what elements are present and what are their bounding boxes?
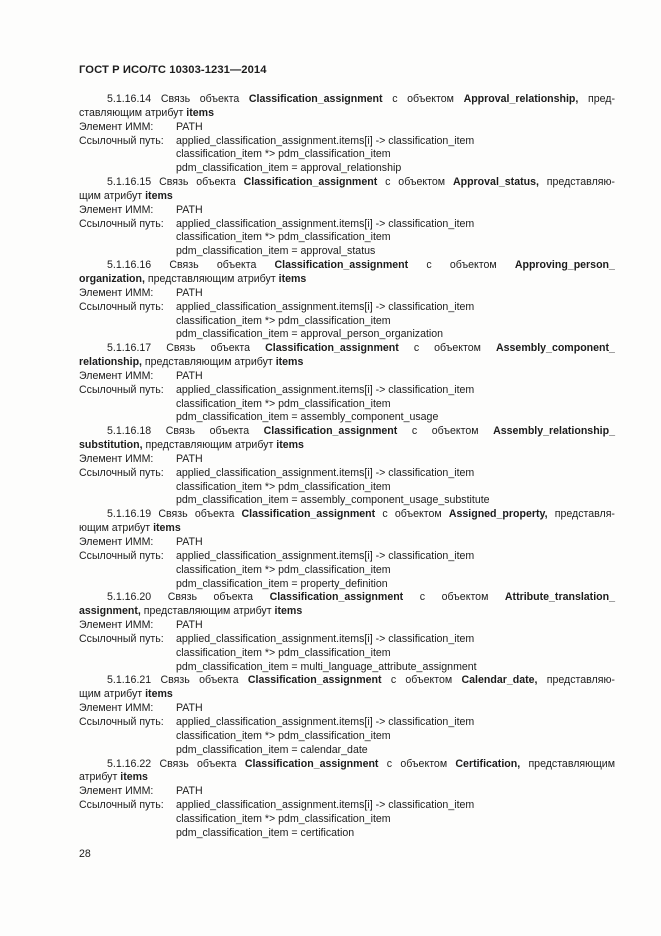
bold-term: Classification_assignment xyxy=(243,176,378,189)
clause-heading-continuation xyxy=(79,605,615,619)
bold-term: items xyxy=(275,356,304,369)
reference-path-line xyxy=(79,135,615,149)
element-label: Элемент ИММ: xyxy=(79,120,154,133)
reference-path-line xyxy=(79,730,615,744)
clause-entry xyxy=(79,591,615,674)
reference-path-label: Ссылочный путь: xyxy=(79,799,164,812)
element-label: Элемент ИММ: xyxy=(79,369,154,382)
text-segment: объектом xyxy=(431,425,479,438)
element-line xyxy=(79,370,615,384)
bold-term: items xyxy=(276,439,304,452)
reference-path-label: Ссылочный путь: xyxy=(79,300,164,313)
reference-path-label: Ссылочный путь: xyxy=(79,715,164,728)
text-segment: объекта xyxy=(216,259,257,272)
bold-term: Classification_assignment xyxy=(265,342,399,355)
text-segment: представляющим атрибут xyxy=(141,356,276,369)
bold-term: Attribute_translation_ xyxy=(504,591,615,604)
text-segment: объектом xyxy=(394,508,442,521)
text-segment: с xyxy=(392,93,398,105)
text-segment: объектом xyxy=(441,591,489,604)
text-segment: ставляющим атрибут xyxy=(79,106,187,119)
text-segment: Связь xyxy=(159,176,189,189)
clause-entry xyxy=(79,342,615,425)
text-segment: Связь xyxy=(158,508,188,521)
reference-path-label: Ссылочный путь: xyxy=(79,549,164,562)
text-segment: объектом xyxy=(398,176,446,189)
reference-path-line xyxy=(79,245,615,259)
bold-term: Classification_assignment xyxy=(244,757,379,770)
reference-path-value: classification_item *> pdm_classification_item xyxy=(176,812,391,825)
text-segment: Связь xyxy=(166,342,196,355)
clause-heading-continuation xyxy=(79,190,615,204)
reference-path-line xyxy=(79,411,615,425)
page-number: 28 xyxy=(79,848,91,860)
element-value: PATH xyxy=(176,203,203,216)
reference-path-value: classification_item *> pdm_classification_item xyxy=(176,148,391,161)
reference-path-line xyxy=(79,328,615,342)
text-segment: Связь xyxy=(165,425,196,438)
reference-path-line xyxy=(79,647,615,661)
text-segment: с xyxy=(385,176,391,189)
text-segment: объекта xyxy=(194,508,235,521)
bold-term: items xyxy=(186,106,214,119)
reference-path-value: applied_classification_assignment.items[i] -> classification_item xyxy=(176,715,475,728)
bold-term: Classification_assignment xyxy=(263,425,398,438)
clause-heading-line xyxy=(79,259,615,273)
clause-heading-line xyxy=(79,425,615,439)
text-segment: объектом xyxy=(400,757,448,770)
reference-path-line xyxy=(79,633,615,647)
text-segment: 5.1.16.22 xyxy=(107,757,152,770)
bold-term: Certification, xyxy=(455,757,521,770)
bold-term: items xyxy=(153,522,181,535)
text-segment: объекта xyxy=(209,425,250,438)
clause-heading-continuation xyxy=(79,356,615,370)
text-segment: представля- xyxy=(554,508,615,521)
text-segment: Связь xyxy=(159,757,189,770)
element-value: PATH xyxy=(176,702,203,715)
text-segment: объектом xyxy=(405,674,453,687)
clause-entry xyxy=(79,674,615,757)
reference-path-line xyxy=(79,218,615,232)
reference-path-value: applied_classification_assignment.items[i] -> classification_item xyxy=(176,799,475,812)
element-line xyxy=(79,785,615,799)
text-segment: объектом xyxy=(449,259,497,272)
element-label: Элемент ИММ: xyxy=(79,452,154,465)
bold-term: Approval_status, xyxy=(452,176,539,189)
element-label: Элемент ИММ: xyxy=(79,785,154,798)
reference-path-line xyxy=(79,398,615,412)
text-segment: представляю- xyxy=(546,674,615,687)
text-segment: Связь xyxy=(160,93,191,105)
clause-entry xyxy=(79,508,615,591)
element-value: PATH xyxy=(176,286,203,299)
reference-path-label: Ссылочный путь: xyxy=(79,632,164,645)
reference-path-value: pdm_classification_item = property_definition xyxy=(176,577,388,590)
text-segment: представляю- xyxy=(546,176,615,189)
reference-path-value: pdm_classification_item = assembly_component_usage xyxy=(176,411,439,424)
clause-heading-line xyxy=(79,508,615,522)
reference-path-line xyxy=(79,384,615,398)
element-value: PATH xyxy=(176,785,203,798)
reference-path-value: applied_classification_assignment.items[i] -> classification_item xyxy=(176,217,475,230)
reference-path-line xyxy=(79,578,615,592)
bold-term: items xyxy=(278,272,307,285)
clause-heading-continuation xyxy=(79,771,615,785)
reference-path-line xyxy=(79,162,615,176)
reference-path-line xyxy=(79,481,615,495)
element-line xyxy=(79,702,615,716)
text-segment: объекта xyxy=(213,591,254,604)
clause-heading-line xyxy=(79,758,615,772)
text-segment: щим атрибут xyxy=(79,688,146,701)
text-segment: объектом xyxy=(407,93,454,105)
text-segment: представляющим xyxy=(528,757,615,770)
reference-path-value: applied_classification_assignment.items[i] -> classification_item xyxy=(176,466,475,479)
text-segment: объекта xyxy=(197,757,237,770)
reference-path-value: classification_item *> pdm_classification_item xyxy=(176,563,391,576)
bold-term: items xyxy=(145,688,173,701)
text-segment: ющим атрибут xyxy=(79,522,154,535)
text-segment: с xyxy=(382,508,388,521)
bold-term: Assigned_property, xyxy=(448,508,548,521)
clause-heading-continuation xyxy=(79,688,615,702)
text-segment: Связь xyxy=(160,674,190,687)
clause-entry xyxy=(79,758,615,841)
text-segment: представляющим атрибут xyxy=(144,272,279,285)
reference-path-value: applied_classification_assignment.items[i] -> classification_item xyxy=(176,632,475,645)
reference-path-line xyxy=(79,550,615,564)
reference-path-value: pdm_classification_item = assembly_component_usage_substitute xyxy=(176,494,490,507)
reference-path-label: Ссылочный путь: xyxy=(79,217,164,230)
text-segment: объекта xyxy=(210,342,251,355)
reference-path-line xyxy=(79,315,615,329)
text-segment: 5.1.16.15 xyxy=(107,176,152,189)
clause-heading-continuation xyxy=(79,522,615,536)
element-line xyxy=(79,619,615,633)
element-label: Элемент ИММ: xyxy=(79,702,154,715)
clause-heading-line xyxy=(79,591,615,605)
element-value: PATH xyxy=(176,452,203,465)
element-value: PATH xyxy=(176,120,203,133)
text-segment: атрибут xyxy=(79,771,121,784)
reference-path-label: Ссылочный путь: xyxy=(79,383,164,396)
element-value: PATH xyxy=(176,369,203,382)
page-header: ГОСТ Р ИСО/ТС 10303-1231—2014 xyxy=(79,64,267,76)
bold-term: Classification_assignment xyxy=(247,674,382,687)
element-line xyxy=(79,121,615,135)
reference-path-line xyxy=(79,716,615,730)
text-segment: объекта xyxy=(199,93,240,105)
bold-term: Approval_relationship, xyxy=(463,93,579,105)
text-segment: щим атрибут xyxy=(79,189,146,202)
element-label: Элемент ИММ: xyxy=(79,203,154,216)
bold-term: items xyxy=(145,189,173,202)
element-label: Элемент ИММ: xyxy=(79,619,154,632)
reference-path-line xyxy=(79,564,615,578)
bold-term: Calendar_date, xyxy=(461,674,538,687)
bold-term: assignment, xyxy=(79,605,141,618)
bold-term: Classification_assignment xyxy=(269,591,404,604)
text-segment: представляющим атрибут xyxy=(140,605,275,618)
reference-path-value: pdm_classification_item = approval_status xyxy=(176,245,376,258)
reference-path-value: applied_classification_assignment.items[i] -> classification_item xyxy=(176,383,475,396)
text-segment: объектом xyxy=(434,342,481,355)
reference-path-value: pdm_classification_item = certification xyxy=(176,826,355,839)
text-segment: объекта xyxy=(199,674,239,687)
clause-heading-continuation xyxy=(79,273,615,287)
page-content xyxy=(79,93,615,841)
text-segment: Связь xyxy=(169,259,199,272)
bold-term: items xyxy=(274,605,303,618)
text-segment: с xyxy=(390,674,397,687)
reference-path-value: pdm_classification_item = multi_language_attribute_assignment xyxy=(176,660,477,673)
bold-term: organization, xyxy=(79,272,145,285)
bold-term: substitution, xyxy=(79,439,143,452)
text-segment: 5.1.16.20 xyxy=(107,591,152,604)
bold-term: relationship, xyxy=(79,356,142,369)
reference-path-value: classification_item *> pdm_classification_item xyxy=(176,397,391,410)
reference-path-line xyxy=(79,827,615,841)
text-segment: с xyxy=(411,425,418,438)
reference-path-line xyxy=(79,231,615,245)
bold-term: Approving_person_ xyxy=(514,259,615,272)
clause-heading-continuation xyxy=(79,439,615,453)
bold-term: items xyxy=(120,771,148,784)
reference-path-value: applied_classification_assignment.items[i] -> classification_item xyxy=(176,549,475,562)
reference-path-line xyxy=(79,494,615,508)
element-label: Элемент ИММ: xyxy=(79,536,154,548)
clause-heading-continuation xyxy=(79,107,615,121)
bold-term: Classification_assignment xyxy=(241,508,376,521)
reference-path-value: pdm_classification_item = calendar_date xyxy=(176,743,368,756)
element-label: Элемент ИММ: xyxy=(79,286,154,299)
text-segment: 5.1.16.18 xyxy=(107,425,152,438)
reference-path-line xyxy=(79,467,615,481)
reference-path-value: classification_item *> pdm_classification_item xyxy=(176,231,391,244)
reference-path-value: applied_classification_assignment.items[i] -> classification_item xyxy=(176,300,475,313)
reference-path-line xyxy=(79,301,615,315)
clause-heading-line xyxy=(79,176,615,190)
element-line xyxy=(79,536,615,550)
reference-path-value: pdm_classification_item = approval_relationship xyxy=(176,162,402,175)
reference-path-value: classification_item *> pdm_classification_item xyxy=(176,480,391,493)
reference-path-line xyxy=(79,661,615,675)
reference-path-value: applied_classification_assignment.items[i] -> classification_item xyxy=(176,134,475,147)
clause-heading-line xyxy=(79,342,615,356)
element-value: PATH xyxy=(176,619,203,632)
element-value: PATH xyxy=(176,536,203,548)
clause-heading-line xyxy=(79,93,615,107)
reference-path-label: Ссылочный путь: xyxy=(79,466,164,479)
reference-path-line xyxy=(79,148,615,162)
bold-term: Classification_assignment xyxy=(248,93,383,105)
bold-term: Classification_assignment xyxy=(274,259,409,272)
text-segment: 5.1.16.21 xyxy=(107,674,152,687)
element-line xyxy=(79,453,615,467)
reference-path-value: pdm_classification_item = approval_person_organization xyxy=(176,328,444,341)
text-segment: Связь xyxy=(167,591,197,604)
text-segment: пред- xyxy=(588,93,615,105)
text-segment: с xyxy=(386,757,393,770)
text-segment: 5.1.16.17 xyxy=(107,342,152,355)
reference-path-value: classification_item *> pdm_classification_item xyxy=(176,314,391,327)
bold-term: Assembly_component_ xyxy=(496,342,615,355)
clause-heading-line xyxy=(79,674,615,688)
text-segment: 5.1.16.19 xyxy=(107,508,152,521)
reference-path-line xyxy=(79,744,615,758)
reference-path-label: Ссылочный путь: xyxy=(79,134,164,147)
text-segment: с xyxy=(413,342,420,355)
clause-entry xyxy=(79,425,615,508)
clause-entry xyxy=(79,176,615,259)
element-line xyxy=(79,204,615,218)
element-line xyxy=(79,287,615,301)
text-segment: представляющим атрибут xyxy=(142,439,277,452)
reference-path-line xyxy=(79,799,615,813)
text-segment: 5.1.16.16 xyxy=(107,259,152,272)
reference-path-line xyxy=(79,813,615,827)
text-segment: 5.1.16.14 xyxy=(107,93,152,105)
clause-entry xyxy=(79,93,615,176)
bold-term: Assembly_relationship_ xyxy=(493,425,615,438)
text-segment: с xyxy=(426,259,432,272)
reference-path-value: classification_item *> pdm_classification_item xyxy=(176,729,391,742)
clause-entry xyxy=(79,259,615,342)
reference-path-value: classification_item *> pdm_classification_item xyxy=(176,646,391,659)
text-segment: с xyxy=(419,591,426,604)
text-segment: объекта xyxy=(196,176,236,189)
